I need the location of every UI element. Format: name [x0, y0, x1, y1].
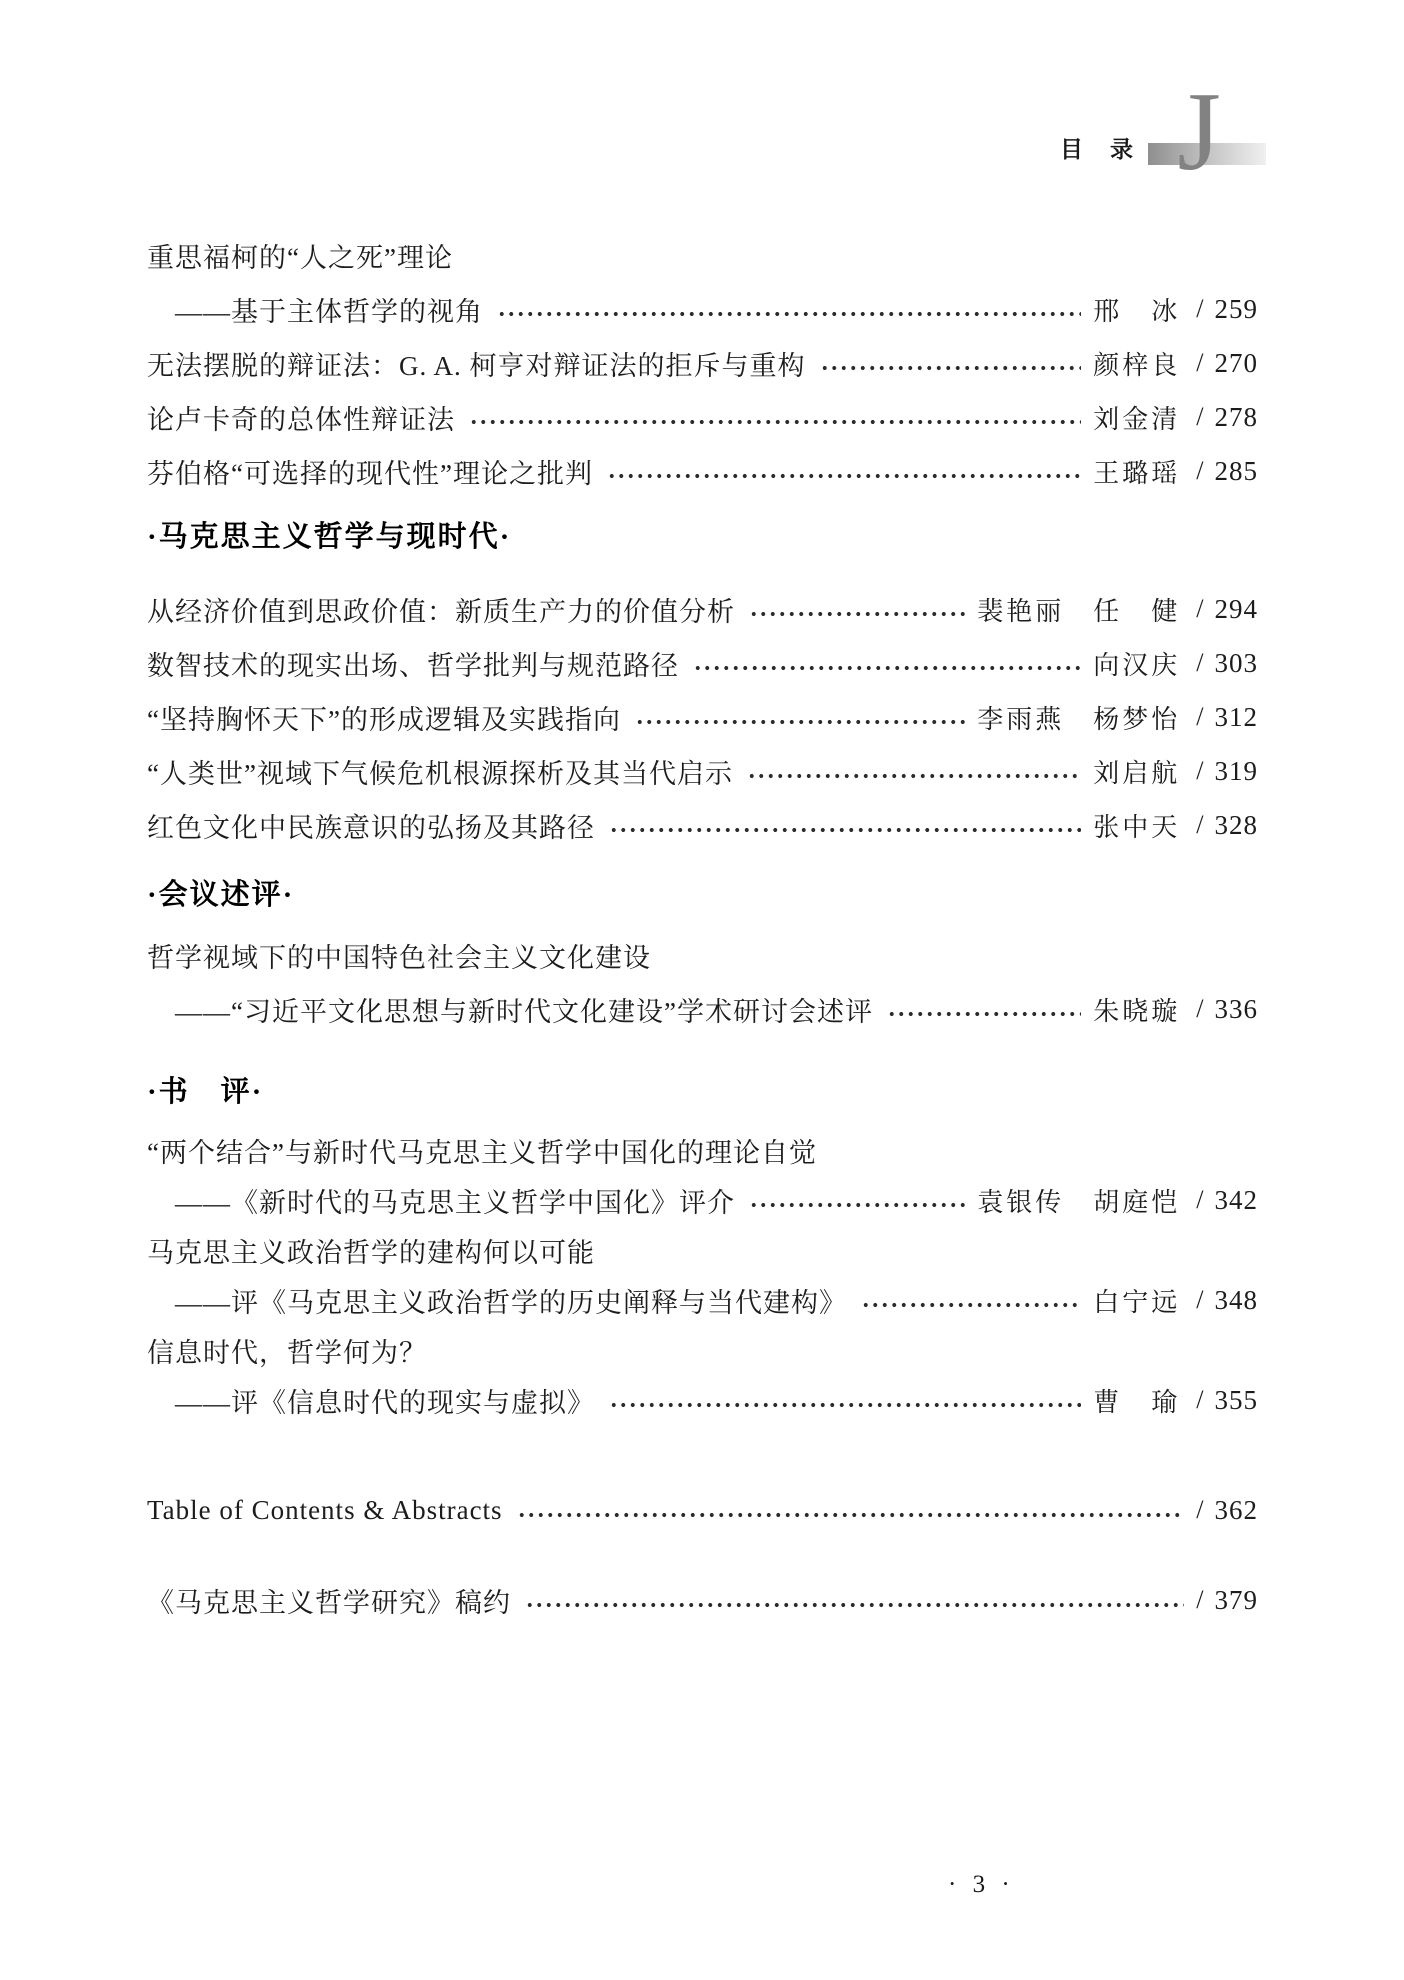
section-heading: ·马克思主义哲学与现时代· — [147, 521, 512, 553]
toc-row — [147, 1225, 1258, 1275]
entry-authors: 曹 瑜 — [1093, 1387, 1181, 1417]
toc-row — [147, 982, 1258, 1036]
entry-page-number: 342 — [1214, 1184, 1258, 1215]
dot-leader — [497, 282, 1081, 336]
entry-title: 马克思主义政治哲学的建构何以可能 — [147, 1237, 595, 1268]
toc-row — [147, 444, 1258, 498]
entry-title: “人类世”视域下气候危机根源探析及其当代启示 — [147, 758, 733, 789]
entry-authors: 刘金清 — [1093, 404, 1181, 434]
toc-row — [147, 1375, 1258, 1425]
toc-row — [147, 336, 1258, 390]
entry-page-number: 270 — [1214, 347, 1258, 378]
entry-title: 无法摆脱的辩证法：G. A. 柯亨对辩证法的拒斥与重构 — [147, 350, 806, 381]
page-separator: / — [1196, 810, 1204, 839]
page-separator: / — [1196, 1185, 1204, 1214]
dot-leader — [693, 636, 1081, 690]
entry-page-number: 328 — [1214, 809, 1258, 840]
entry-authors: 邢 冰 — [1093, 296, 1181, 326]
toc-row — [147, 390, 1258, 444]
toc-row — [147, 690, 1258, 744]
dot-leader — [747, 744, 1081, 798]
dot-leader — [861, 1275, 1081, 1325]
entry-authors: 刘启航 — [1093, 758, 1181, 788]
entry-title: 信息时代，哲学何为？ — [147, 1337, 427, 1368]
toc-section — [147, 510, 1258, 852]
page-separator: / — [1196, 648, 1204, 677]
toc-row — [147, 928, 1258, 982]
entry-title: 哲学视域下的中国特色社会主义文化建设 — [147, 942, 651, 973]
entry-title: “两个结合”与新时代马克思主义哲学中国化的理论自觉 — [147, 1137, 817, 1168]
dot-leader — [469, 390, 1081, 444]
entry-title: ——评《信息时代的现实与虚拟》 — [175, 1387, 595, 1418]
entry-page-number: 303 — [1214, 647, 1258, 678]
entry-authors: 裴艳丽 任 健 — [977, 596, 1181, 626]
entry-page-number: 355 — [1214, 1384, 1258, 1415]
toc-section — [147, 868, 1258, 1036]
entry-authors: 颜梓良 — [1093, 350, 1181, 380]
entry-title: 论卢卡奇的总体性辩证法 — [147, 404, 455, 435]
entry-title: 芬伯格“可选择的现代性”理论之批判 — [147, 458, 593, 489]
toc-row — [147, 636, 1258, 690]
toc-row — [147, 1573, 1258, 1627]
toc-section — [147, 1065, 1258, 1425]
entry-authors: 袁银传 胡庭恺 — [977, 1187, 1181, 1217]
section-heading: ·书 评· — [147, 1076, 264, 1108]
journal-logo-letter: J — [1177, 70, 1221, 194]
entry-title: 《马克思主义哲学研究》稿约 — [147, 1587, 511, 1618]
dot-leader — [749, 1175, 965, 1225]
entry-title: ——“习近平文化思想与新时代文化建设”学术研讨会述评 — [175, 996, 873, 1027]
entry-title: 数智技术的现实出场、哲学批判与规范路径 — [147, 650, 679, 681]
page-separator: / — [1196, 994, 1204, 1023]
toc — [147, 228, 1258, 1627]
page-separator: / — [1196, 294, 1204, 323]
toc-row — [147, 1275, 1258, 1325]
entry-page-number: 362 — [1214, 1494, 1258, 1525]
page-separator: / — [1196, 702, 1204, 731]
entry-page-number: 312 — [1214, 701, 1258, 732]
dot-leader — [609, 798, 1081, 852]
toc-row — [147, 1483, 1258, 1537]
toc-row — [147, 582, 1258, 636]
page-separator: / — [1196, 1285, 1204, 1314]
toc-row — [147, 798, 1258, 852]
toc-row — [147, 1325, 1258, 1375]
page-separator: / — [1196, 348, 1204, 377]
page-separator: / — [1196, 1495, 1204, 1524]
dot-leader — [749, 582, 965, 636]
entry-page-number: 259 — [1214, 293, 1258, 324]
entry-page-number: 278 — [1214, 401, 1258, 432]
page-separator: / — [1196, 756, 1204, 785]
entry-page-number: 348 — [1214, 1284, 1258, 1315]
entry-page-number: 379 — [1214, 1584, 1258, 1615]
entry-authors: 张中天 — [1093, 812, 1181, 842]
entry-title: 重思福柯的“人之死”理论 — [147, 242, 453, 273]
entry-title: 从经济价值到思政价值：新质生产力的价值分析 — [147, 596, 735, 627]
toc-row — [147, 1175, 1258, 1225]
page-separator: / — [1196, 1585, 1204, 1614]
dot-leader — [820, 336, 1082, 390]
entry-title: ——评《马克思主义政治哲学的历史阐释与当代建构》 — [175, 1287, 847, 1318]
entry-title: Table of Contents & Abstracts — [147, 1494, 503, 1525]
page-separator: / — [1196, 456, 1204, 485]
page-separator: / — [1196, 402, 1204, 431]
entry-authors: 王璐瑶 — [1093, 458, 1181, 488]
toc-row — [147, 1125, 1258, 1175]
entry-title: 红色文化中民族意识的弘扬及其路径 — [147, 812, 595, 843]
entry-authors: 李雨燕 杨梦怡 — [977, 704, 1181, 734]
toc-row — [147, 744, 1258, 798]
dot-leader — [517, 1483, 1185, 1537]
dot-leader — [635, 690, 965, 744]
section-heading: ·会议述评· — [147, 879, 295, 911]
entry-title: “坚持胸怀天下”的形成逻辑及实践指向 — [147, 704, 621, 735]
page-header-title: 目 录 — [1060, 136, 1135, 162]
dot-leader — [609, 1375, 1081, 1425]
entry-page-number: 294 — [1214, 593, 1258, 624]
dot-leader — [887, 982, 1081, 1036]
page-number: · 3 · — [948, 1871, 1015, 1898]
entry-page-number: 285 — [1214, 455, 1258, 486]
page-separator: / — [1196, 594, 1204, 623]
toc-section — [147, 228, 1258, 498]
dot-leader — [525, 1573, 1184, 1627]
entry-title: ——《新时代的马克思主义哲学中国化》评介 — [175, 1187, 735, 1218]
dot-leader — [607, 444, 1081, 498]
toc-row — [147, 282, 1258, 336]
entry-authors: 朱晓璇 — [1093, 996, 1181, 1026]
toc-row — [147, 228, 1258, 282]
entry-page-number: 336 — [1214, 993, 1258, 1024]
page-separator: / — [1196, 1385, 1204, 1414]
entry-authors: 向汉庆 — [1093, 650, 1181, 680]
entry-page-number: 319 — [1214, 755, 1258, 786]
toc-section — [147, 1483, 1258, 1627]
entry-authors: 白宁远 — [1093, 1287, 1181, 1317]
entry-title: ——基于主体哲学的视角 — [175, 296, 483, 327]
